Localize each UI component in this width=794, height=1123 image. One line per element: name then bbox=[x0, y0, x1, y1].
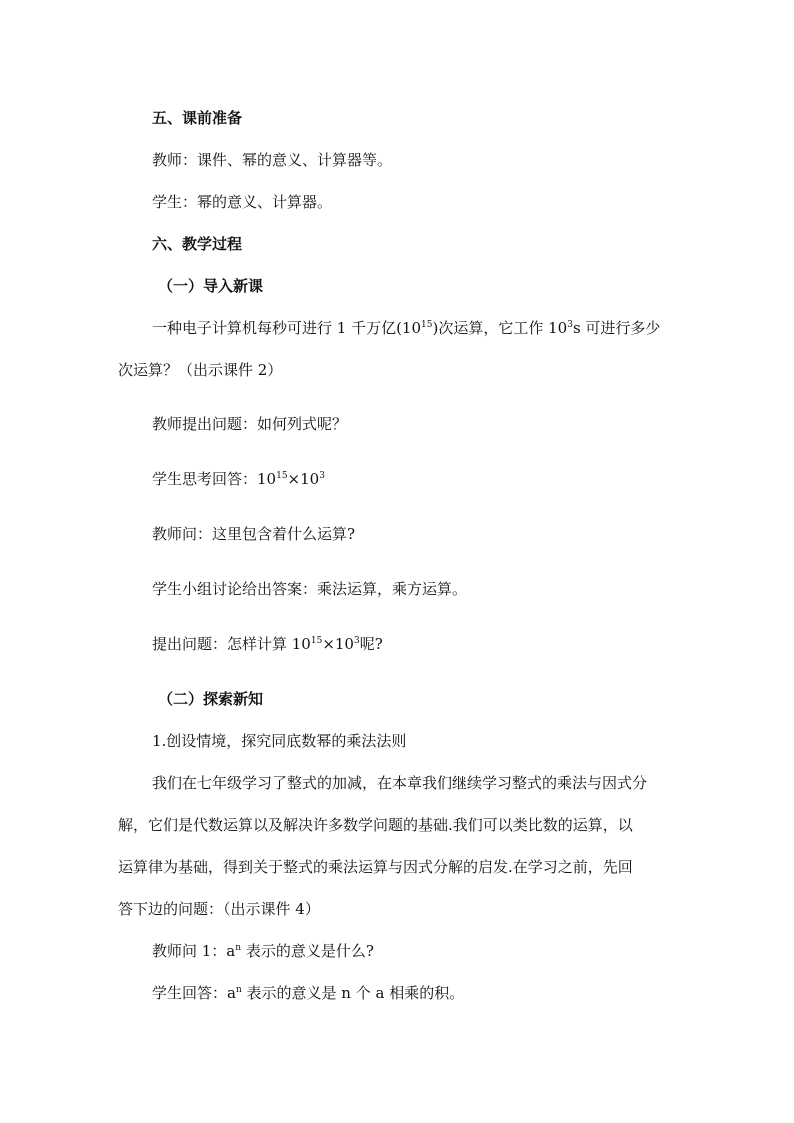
intro-paragraph-line1: 一种电子计算机每秒可进行 1 千万亿$(10^{15})$次运算，它工作 $10^3s$ 可进行多少 bbox=[152, 319, 661, 337]
student-preparation: 学生：幂的意义、计算器。 bbox=[152, 193, 333, 211]
teacher-preparation: 教师：课件、幂的意义、计算器等。 bbox=[152, 151, 393, 169]
teacher-question-power: 教师问 1：$a^n$ 表示的意义是什么? bbox=[152, 942, 374, 960]
student-answer-power: 学生回答：$a^n$ 表示的意义是 n 个 a 相乘的积。 bbox=[152, 984, 465, 1002]
section-heading-preparation: 五、课前准备 bbox=[152, 109, 243, 127]
subheading-intro: （一）导入新课 bbox=[158, 277, 264, 295]
explore-paragraph-line1: 我们在七年级学习了整式的加减，在本章我们继续学习整式的乘法与因式分 bbox=[152, 774, 648, 792]
teacher-question-operation: 教师问：这里包含着什么运算? bbox=[152, 525, 356, 543]
question-how-to-compute: 提出问题：怎样计算 $10^{15}\times 10^3$呢? bbox=[152, 635, 383, 653]
subheading-explore: （二）探索新知 bbox=[158, 690, 264, 708]
subsection-title: 1.创设情境，探究同底数幂的乘法法则 bbox=[152, 732, 407, 750]
student-group-answer: 学生小组讨论给出答案：乘法运算，乘方运算。 bbox=[152, 580, 468, 598]
intro-paragraph-line2: 次运算？（出示课件 2） bbox=[118, 361, 283, 379]
explore-paragraph-line3: 运算律为基础，得到关于整式的乘法运算与因式分解的启发.在学习之前，先回 bbox=[118, 858, 633, 876]
explore-paragraph-line4: 答下边的问题：（出示课件 4） bbox=[118, 900, 320, 918]
explore-paragraph-line2: 解，它们是代数运算以及解决许多数学问题的基础.我们可以类比数的运算，以 bbox=[118, 816, 633, 834]
student-answer-formula: 学生思考回答：$10^{15}\times 10^3$ bbox=[152, 470, 325, 488]
section-heading-process: 六、教学过程 bbox=[152, 235, 243, 253]
teacher-question-formula: 教师提出问题：如何列式呢？ bbox=[152, 415, 348, 433]
